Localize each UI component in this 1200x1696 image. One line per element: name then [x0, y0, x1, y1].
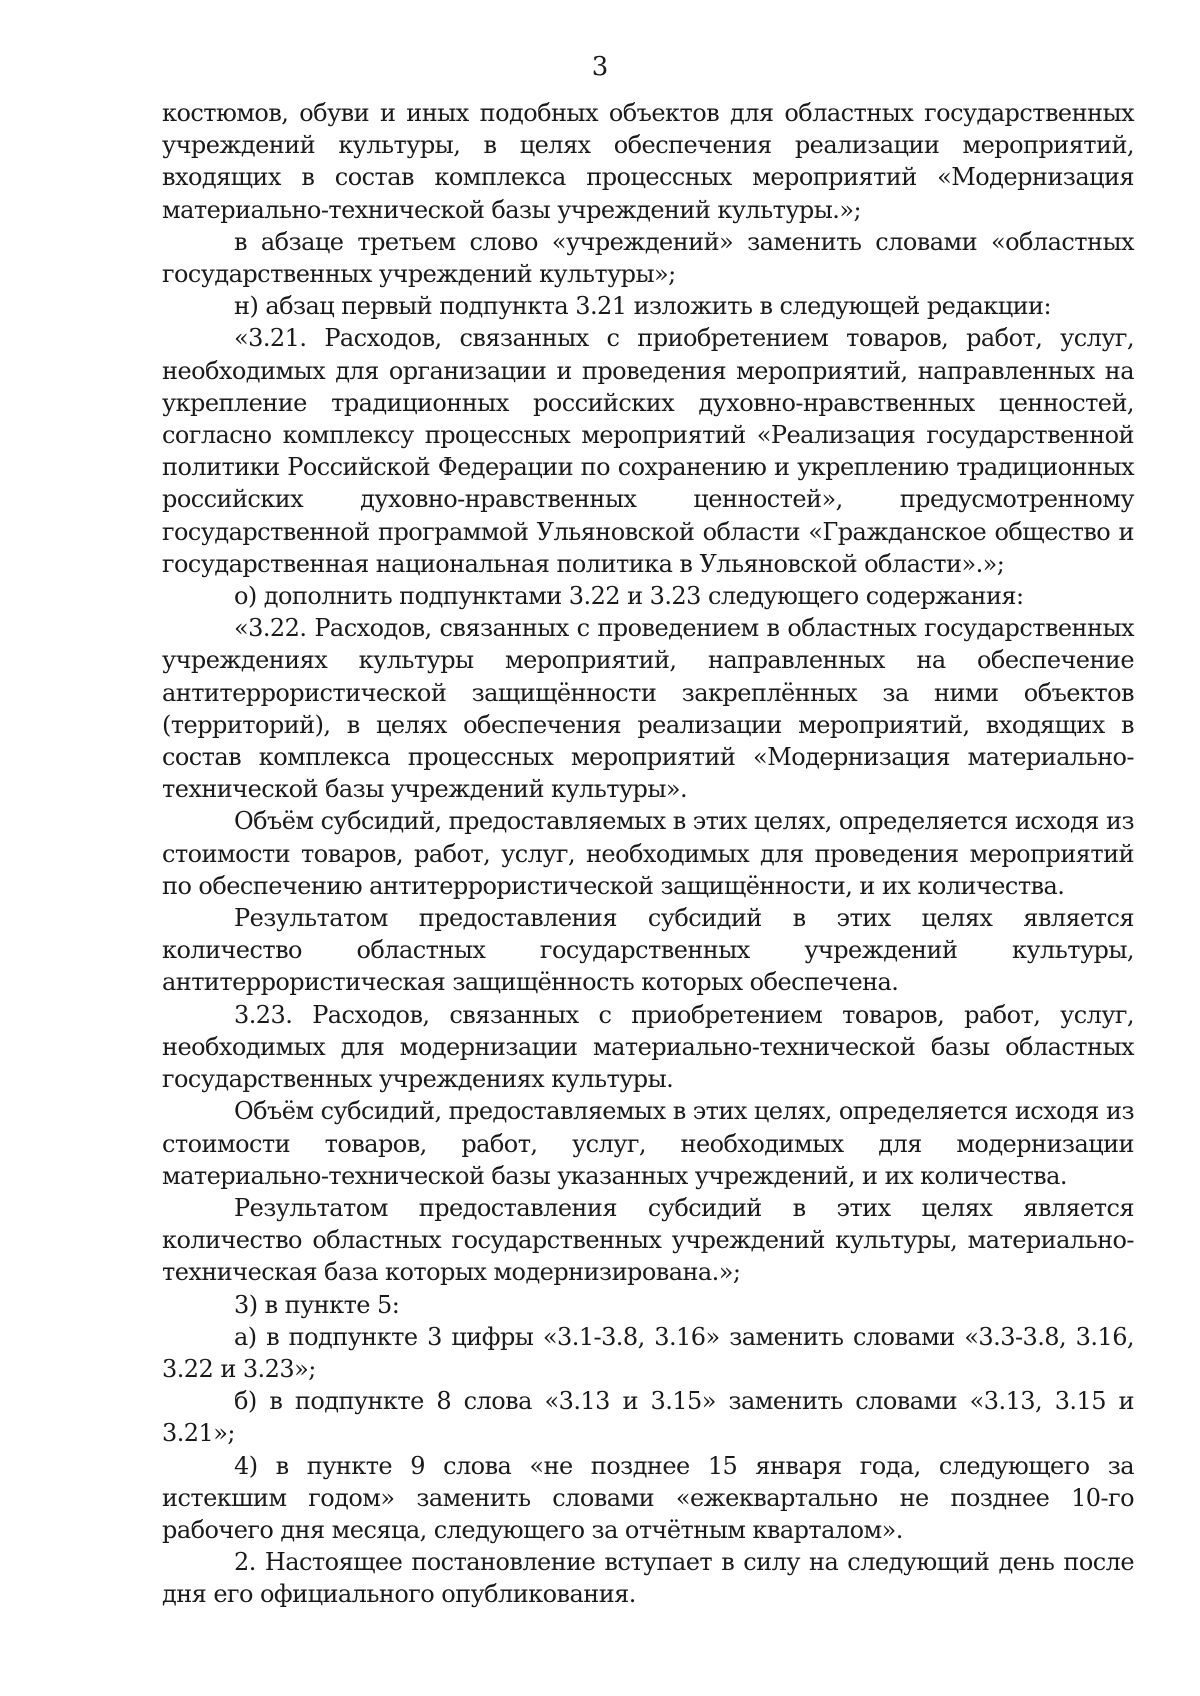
paragraph: Результатом предоставления субсидий в этих целях является количество областных государственных учреждений культуры, материально-техническая база которых модернизирована.»; — [162, 1193, 1134, 1287]
paragraph: «3.22. Расходов, связанных с проведением в областных государственных учреждениях культуры мероприятий, направленных на обеспечение антитеррористической защищённости закреплённых за ними объектов (территорий), в целях обеспечения реализации мероприятий, входящих в состав комплекса процессных мероприятий «Модернизация материально-технической базы учреждений культуры». — [162, 614, 1134, 804]
paragraph: костюмов, обуви и иных подобных объектов для областных государственных учреждений культуры, в целях обеспечения реализации мероприятий, входящих в состав комплекса процессных мероприятий «Модернизация материально-технической базы учреждений культуры.»; — [162, 99, 1134, 224]
paragraph: Объём субсидий, предоставляемых в этих целях, определяется исходя из стоимости товаров, работ, услуг, необходимых для проведения мероприятий по обеспечению антитеррористической защищённости, и их количества. — [162, 807, 1134, 900]
page-number: 3 — [591, 52, 609, 82]
paragraph: 2. Настоящее постановление вступает в силу на следующий день после дня его официального опубликования. — [162, 1548, 1134, 1609]
paragraph: в абзаце третьем слово «учреждений» заменить словами «областных государственных учреждений культуры»; — [162, 227, 1134, 289]
paragraph: 3) в пункте 5: — [234, 1290, 400, 1319]
paragraph: 4) в пункте 9 слова «не позднее 15 января года, следующего за истекшим годом» заменить словами «ежеквартально не позднее 10-го рабочего дня месяца, следующего за отчётным кварталом». — [162, 1451, 1134, 1544]
document-body — [162, 97, 1134, 1611]
paragraph: а) в подпункте 3 цифры «3.1-3.8, 3.16» заменить словами «3.3-3.8, 3.16, 3.22 и 3.23»; — [162, 1322, 1134, 1383]
paragraph: б) в подпункте 8 слова «3.13 и 3.15» заменить словами «3.13, 3.15 и 3.21»; — [162, 1387, 1134, 1448]
paragraph: н) абзац первый подпункта 3.21 изложить в следующей редакции: — [234, 292, 1052, 321]
paragraph: 3.23. Расходов, связанных с приобретением товаров, работ, услуг, необходимых для модернизации материально-технической базы областных государственных учреждениях культуры. — [162, 1000, 1134, 1094]
paragraph: о) дополнить подпунктами 3.22 и 3.23 следующего содержания: — [234, 582, 1024, 611]
paragraph: «3.21. Расходов, связанных с приобретением товаров, работ, услуг, необходимых для организации и проведения мероприятий, направленных на укрепление традиционных российских духовно-нравственных ценностей, согласно комплексу процессных мероприятий «Реализация государственной политики Российской Федерации по сохранению и укреплению традиционных российских духовно-нравственных ценностей», предусмотренному государственной программой Ульяновской области «Гражданское общество и государственная национальная политика в Ульяновской области».»; — [162, 324, 1134, 578]
paragraph: Результатом предоставления субсидий в этих целях является количество областных государственных учреждений культуры, антитеррористическая защищённость которых обеспечена. — [162, 904, 1134, 997]
paragraph: Объём субсидий, предоставляемых в этих целях, определяется исходя из стоимости товаров, работ, услуг, необходимых для модернизации материально-технической базы указанных учреждений, и их количества. — [162, 1097, 1134, 1190]
